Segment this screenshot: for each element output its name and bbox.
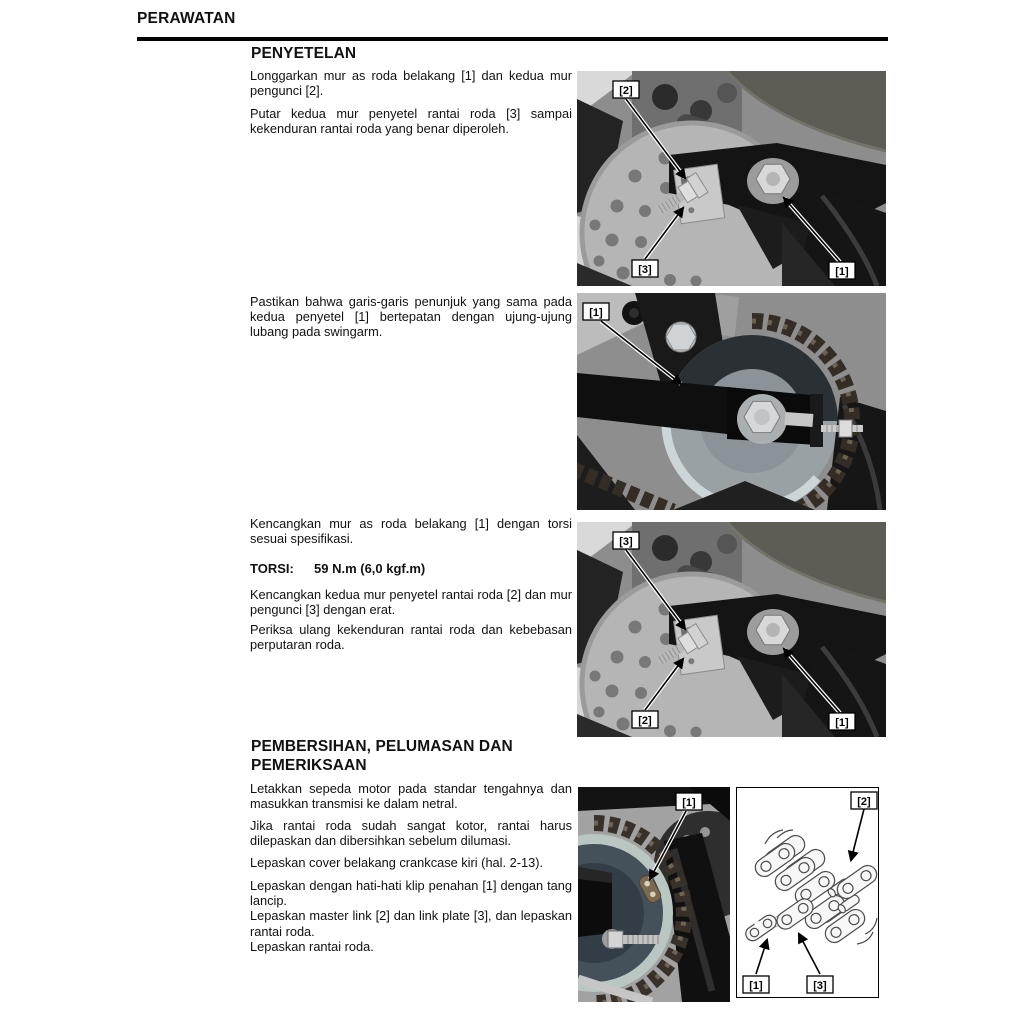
figure-chain-master-link xyxy=(578,787,886,1002)
callout-text: [1] xyxy=(749,980,763,992)
figure-axle-adjuster-photo-2 xyxy=(577,522,886,737)
callout-text: [2] xyxy=(619,85,633,97)
paragraph: Lepaskan cover belakang crankcase kiri (hal. 2-13). xyxy=(250,855,544,870)
paragraph: Lepaskan rantai roda. xyxy=(250,938,374,954)
master-link-photo xyxy=(578,787,730,1002)
callout-label xyxy=(583,303,609,320)
paragraph: Kencangkan kedua mur penyetel rantai roda [2] dan mur pengunci [3] dengan erat. xyxy=(250,587,572,618)
paragraph: Longgarkan mur as roda belakang [1] dan kedua mur pengunci [2]. xyxy=(250,68,572,99)
photo-art xyxy=(577,71,886,286)
photo-art xyxy=(578,787,730,1002)
section-heading-pembersihan: PEMBERSIHAN, PELUMASAN DAN PEMERIKSAAN xyxy=(251,738,513,774)
figure-axle-adjuster-photo-1 xyxy=(577,71,886,286)
paragraph: Kencangkan mur as roda belakang [1] dengan torsi sesuai spesifikasi. xyxy=(250,516,572,547)
callout-text: [2] xyxy=(857,796,871,808)
paragraph-block xyxy=(250,878,572,954)
paragraph: Jika rantai roda sudah sangat kotor, rantai harus dilepaskan dan dibersihkan sebelum dilumasi. xyxy=(250,818,572,849)
paragraph: Putar kedua mur penyetel rantai roda [3] sampai kekenduran rantai roda yang benar diperoleh. xyxy=(250,106,572,137)
torque-spec xyxy=(250,561,425,576)
page-title: PERAWATAN xyxy=(137,10,236,27)
header-rule xyxy=(137,37,888,41)
callout-text: [1] xyxy=(682,797,696,809)
callout-text: [3] xyxy=(619,536,633,548)
callout-text: [1] xyxy=(835,717,849,729)
chain-strand-upper xyxy=(752,830,838,908)
photo-art xyxy=(577,293,886,510)
section-heading-penyetelan: PENYETELAN xyxy=(251,45,357,62)
figure-sprocket-adjuster-photo xyxy=(577,293,886,510)
callout-text: [2] xyxy=(638,715,652,727)
torque-value: 59 N.m (6,0 kgf.m) xyxy=(314,561,426,576)
paragraph: Lepaskan dengan hati-hati klip penahan [1] dengan tang lancip. xyxy=(250,878,572,909)
photo-art xyxy=(577,522,886,737)
torque-label: TORSI: xyxy=(250,561,294,576)
retaining-clip xyxy=(743,912,779,943)
paragraph: Lepaskan master link [2] dan link plate [3], dan lepaskan rantai roda. xyxy=(250,908,572,939)
callout-text: [1] xyxy=(589,307,603,319)
callout-text: [1] xyxy=(835,266,849,278)
callout-label xyxy=(676,793,702,810)
callout-text: [3] xyxy=(813,980,827,992)
paragraph: Pastikan bahwa garis-garis penunjuk yang sama pada kedua penyetel [1] bertepatan dengan ujung-ujung lubang pada swingarm. xyxy=(250,294,572,340)
master-link-diagram xyxy=(736,787,879,998)
callout-text: [3] xyxy=(638,264,652,276)
paragraph: Letakkan sepeda motor pada standar tengahnya dan masukkan transmisi ke dalam netral. xyxy=(250,781,572,812)
paragraph: Periksa ulang kekenduran rantai roda dan kebebasan perputaran roda. xyxy=(250,622,572,653)
diagram-art xyxy=(737,788,878,997)
